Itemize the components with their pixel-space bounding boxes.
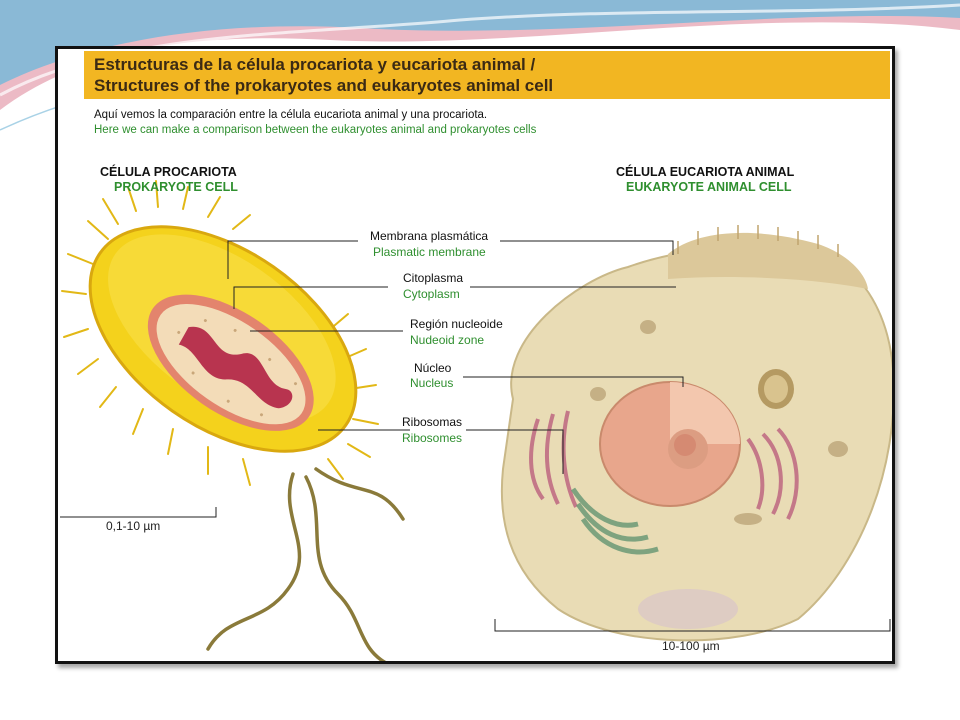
- label-nucleoid-es: Región nucleoide: [410, 317, 503, 331]
- eukaryote-scale-label: 10-100 µm: [662, 639, 720, 653]
- label-cytoplasm-en: Cytoplasm: [403, 287, 460, 301]
- prokaryote-title-spanish: CÉLULA PROCARIOTA: [100, 165, 237, 179]
- label-nucleoid-en: Nudeoid zone: [410, 333, 485, 347]
- prokaryote-scale-label: 0,1-10 µm: [106, 519, 161, 533]
- prokaryote-title-english: PROKARYOTE CELL: [114, 180, 238, 194]
- label-nucleus-es: Núcleo: [414, 361, 452, 375]
- eukaryote-title-english: EUKARYOTE ANIMAL CELL: [626, 180, 792, 194]
- intro-english: Here we can make a comparison between the eukaryotes animal and prokaryotes cells: [94, 124, 537, 136]
- label-nucleus-en: Nucleus: [410, 376, 454, 390]
- label-cytoplasm-es: Citoplasma: [403, 271, 464, 285]
- bacterium-flagella: [208, 469, 403, 664]
- eukaryote-title-spanish: CÉLULA EUCARIOTA ANIMAL: [616, 165, 795, 179]
- title-english: Structures of the prokaryotes and eukaryotes animal cell: [94, 76, 554, 95]
- intro-spanish: Aquí vemos la comparación entre la célula eucariota animal y una procariota.: [94, 109, 488, 121]
- label-ribosomes-en: Ribosomes: [402, 431, 463, 445]
- label-membrane-en: Plasmatic membrane: [373, 245, 486, 259]
- cell-illustration: [58, 49, 895, 664]
- title-spanish: Estructuras de la célula procariota y eucariota animal /: [94, 55, 536, 74]
- label-membrane-es: Membrana plasmática: [370, 229, 489, 243]
- label-ribosomes-es: Ribosomas: [402, 415, 463, 429]
- diagram-card: [55, 46, 895, 664]
- bacterium-body: [58, 181, 396, 497]
